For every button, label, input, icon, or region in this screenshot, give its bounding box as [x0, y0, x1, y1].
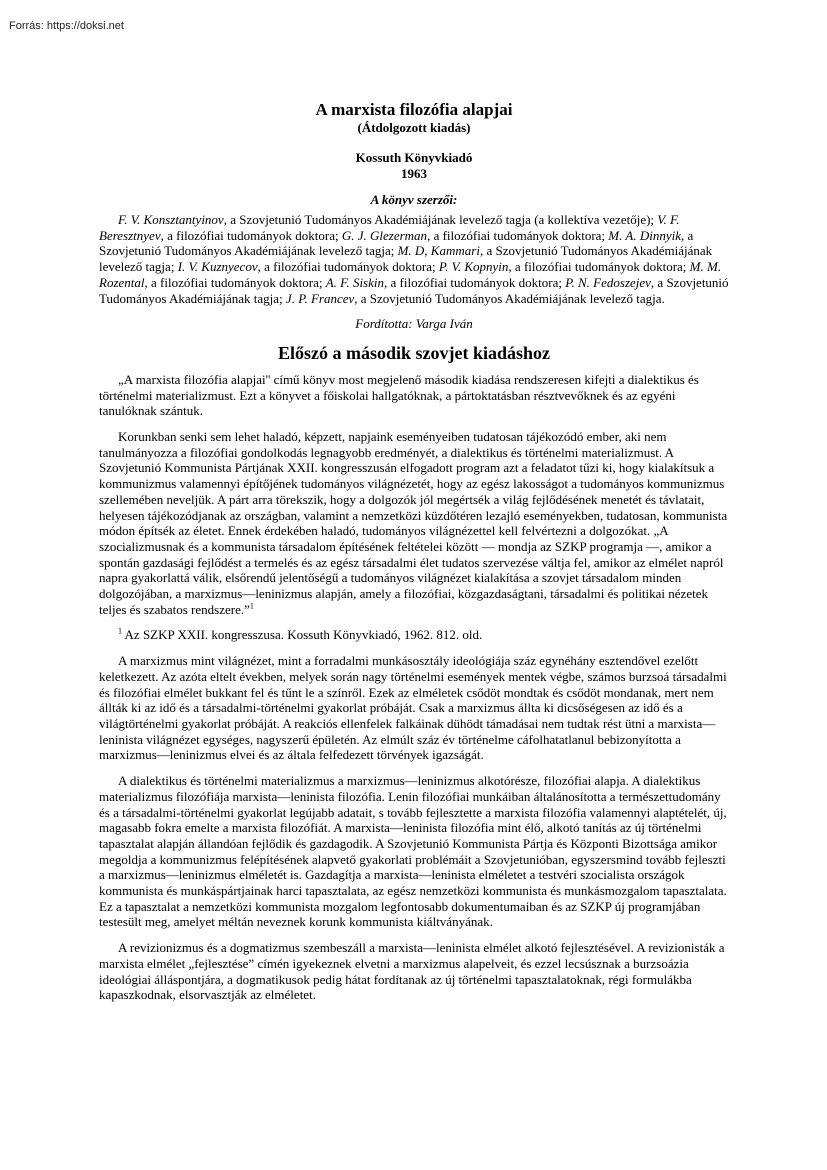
section-title: Előszó a második szovjet kiadáshoz — [277, 342, 551, 363]
footnote-ref: 1 — [249, 601, 254, 611]
paragraph-1: „A marxista filozófia alapjai'' című könyv most megjelenő második kiadása rendszeresen kifejti a dialektikus és történelmi materializmust. Ezt a könyvet a főiskolai hallgatóknak, a pártoktatásban résztvevőknek és az egyéni tanulóknak szántuk. — [99, 371, 699, 419]
author-name: M. A. Dinnyik — [608, 227, 681, 243]
author-name: P. V. Kopnyin — [438, 259, 509, 275]
translator-credit: Fordította: Varga Iván — [355, 316, 473, 332]
author-name: I. V. Kuznyecov — [177, 259, 258, 275]
author-name: M. D, Kammari — [397, 243, 480, 259]
author-desc: , a filozófiai tudományok doktora; — [384, 274, 566, 290]
author-name: M. M. Rozental — [99, 259, 722, 290]
author-desc: , a Szovjetunió Tudományos Akadémiájának levelező tagja; — [99, 227, 694, 259]
author-name: G. J. Glezerman — [341, 227, 428, 243]
paragraph-2-text: Korunkban senki sem lehet haladó, képzett, napjaink eseményeiben tudatosan tájékozódó ember, aki nem tanulmányozza a filozófiai gondolkodás legnagyobb eredményét, a dialektikus és történelmi materializmust. A Szovjetunió Kommunista Pártjának XXII. kongresszusán elfogadott program azt a feladatot tűzi ki, hogy kialakítsuk a kommunizmus valamennyi építőjének tudományos világnézetét, hogy az egész lakosságot a tudományos kommunizmus szellemében neveljük. A párt arra törekszik, hogy a dolgozók jól megértsék a világ fejlődésének menetét és távlatait, helyesen tájékozódjanak az országban, valamint a nemzetközi küzdőtéren lezajló eseményekben, tudatosan, kommunista módon építsék az életet. Ennek érdekében haladó, tudományos világnézettel kell felvértezni a dolgozókat. „A szocializmusnak és a kommunista társadalom építésének feltételei között — mondja az SZKP programja —, amikor a spontán gazdasági fejlődést a termelés és az egész társadalmi élet tudatos szervezése váltja fel, amikor az elmélet napról napra gyakorlattá válik, elsőrendű jelentőségű a tudományos világnézet kialakítása a szovjet társadalom minden dolgozójában, a marxizmus—leninizmus alapján, amely a filozófiai, közgazdaságtani, társadalmi és politikai nézetek teljes és szabatos rendszere.” — [99, 429, 728, 617]
author-name: F. V. Konsztantyinov — [118, 212, 224, 227]
source-label[interactable]: Forrás: https://doksi.net — [9, 20, 124, 32]
author-desc: , a Szovjetunió Tudományos Akadémiájának levelező tagja; — [99, 243, 713, 275]
author-desc: , a filozófiai tudományok doktora; — [427, 227, 609, 243]
footnote — [99, 627, 729, 643]
author-desc: , a Szovjetunió Tudományos Akadémiájának levelező tagja. — [354, 290, 665, 306]
author-name: A. F. Siskin — [325, 274, 384, 290]
document-page — [99, 100, 729, 1013]
document-subtitle: (Átdolgozott kiadás) — [357, 120, 471, 135]
paragraph-4: A dialektikus és történelmi materializmus a marxizmus—leninizmus alkotórésze, filozófiai alapja. A dialektikus materializmus filozófiája marxista—leninista filozófia. Lenin filozófiai munkáiban általánosította a természettudomány és a társadalmi-történelmi gyakorlat legújabb adatait, s tovább fejlesztette a marxista filozófia valamennyi alaptételét, új, magasabb fokra emelte a marxista filozófiát. A marxista—leninista filozófia mint élő, alkotó tanítás az új történelmi tapasztalat alapján állandóan fejlődik és gazdagodik. A Szovjetunió Kommunista Pártja és Központi Bizottsága amikor megoldja a kommunizmus felépítésének alapvető gyakorlati problémáit a Szovjetunióban, egyszersmind tovább fejleszti a marxizmus—leninizmus elméletét is. Gazdagítja a marxista—leninista elméletet a testvéri szocialista országok kommunista és munkáspártjainak harci tapasztalata, az egész nemzetközi kommunista és munkásmozgalom tapasztalata. Ez a tapasztalat a nemzetközi kommunista mozgalom legfontosabb dokumentumaiban és az SZKP új programjában testesült meg, amelyet méltán neveznek korunk kommunista kiáltványának. — [99, 773, 727, 930]
author-desc: , a Szovjetunió Tudományos Akadémiájának tagja; — [99, 274, 729, 306]
footnote-text: Az SZKP XXII. kongresszusa. Kossuth Könyvkiadó, 1962. 812. old. — [122, 627, 483, 643]
publication-year: 1963 — [401, 166, 427, 181]
authors-heading: A könyv szerzői: — [370, 192, 458, 207]
author-desc: , a filozófiai tudományok doktora; — [508, 259, 690, 275]
author-desc: , a filozófiai tudományok doktora; — [160, 227, 342, 243]
paragraph-2 — [99, 429, 729, 617]
author-name: V. F. Beresztnyev — [99, 212, 680, 243]
author-desc: , a filozófiai tudományok doktora; — [257, 259, 439, 275]
document-title: A marxista filozófia alapjai — [315, 100, 513, 119]
paragraph-5: A revizionizmus és a dogmatizmus szembeszáll a marxista—leninista elmélet alkotó fejlesztésével. A revizionisták a marxista elmélet „fejlesztése” címén igyekeznek elvetni a marxizmus alapelveit, és ezzel lecsúsznak a burzsoázia ideológiai álláspontjára, a dogmatikusok pedig hátat fordítanak az új történelmi tapasztalatoknak, régi formulákba kapaszkodnak, elsorvasztják az elméletet. — [99, 940, 725, 1003]
author-desc: , a Szovjetunió Tudományos Akadémiájának levelező tagja (a kollektíva vezetője); — [223, 212, 658, 227]
author-name: P. N. Fedoszejev — [565, 274, 651, 290]
footnote-number: 1 — [118, 627, 122, 637]
author-name: J. P. Francev — [285, 290, 355, 306]
authors-list — [99, 212, 729, 306]
publisher: Kossuth Könyvkiadó — [355, 150, 473, 165]
paragraph-3: A marxizmus mint világnézet, mint a forradalmi munkásosztály ideológiája száz egynéhány esztendővel ezelőtt keletkezett. Az azóta eltelt években, melyek során nagy történelmi események mentek végbe, számos burzsoá társadalmi és filozófiai elmélet bukkant fel és tűnt le a színről. Ezek az elméletek csődöt mondtak és csődöt mondanak, mert nem állták ki az idő és a társadalmi-történelmi gyakorlat próbáját. Csak a marxizmus állta ki dicsőségesen az idő és a világtörténelmi gyakorlat próbáját. A reakciós ellenfelek falkáinak dühödt támadásai nem tudtak rést ütni a marxista—leninista világnézet egységes, nagyszerű épületén. Az elmúlt száz év történelme cáfolhatatlanul bebizonyította a marxizmus—leninizmus elvei és az általa felfedezett törvények igazságát. — [99, 653, 727, 763]
author-desc: , a filozófiai tudományok doktora; — [144, 274, 326, 290]
